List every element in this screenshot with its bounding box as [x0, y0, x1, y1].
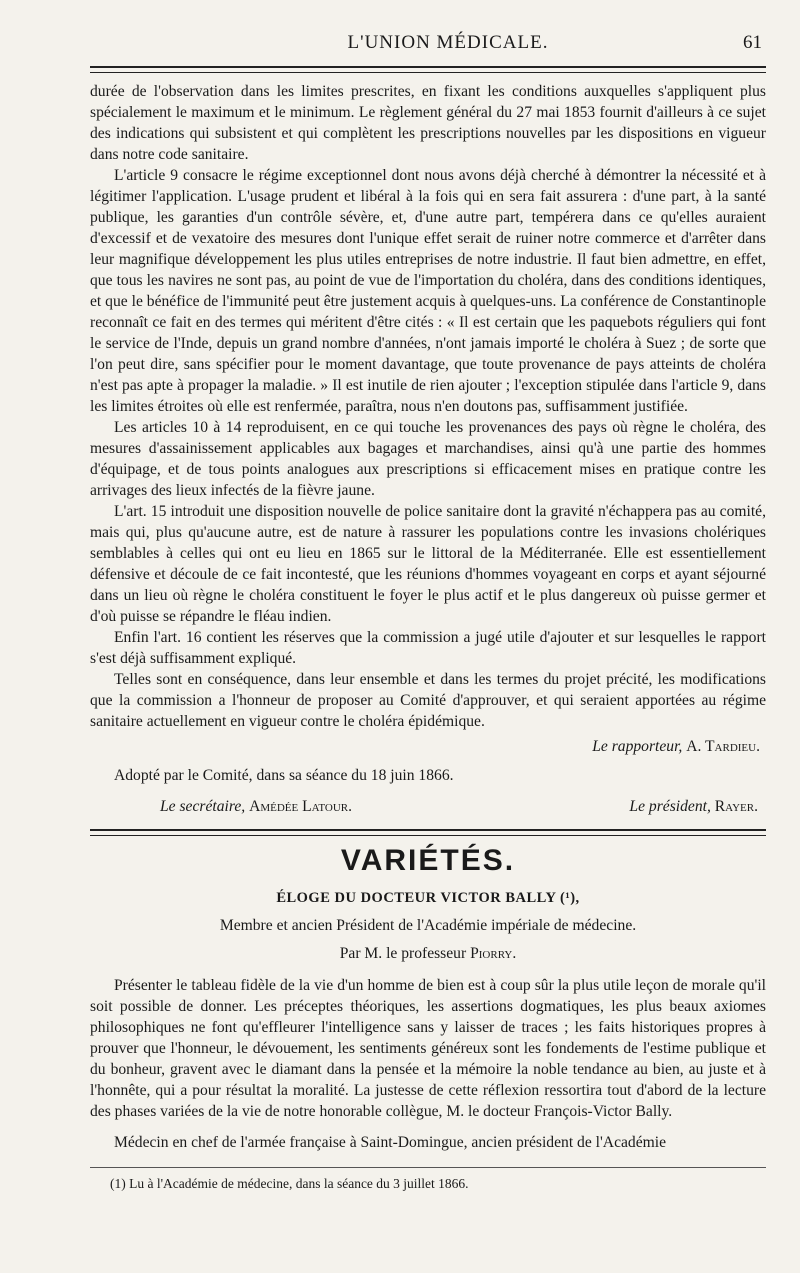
rapporteur-signature [90, 736, 766, 757]
rapporteur-name: A. Tardieu. [686, 738, 760, 755]
article-author [90, 945, 766, 963]
rapporteur-label: Le rapporteur, [592, 738, 683, 755]
footnote-rule [90, 1167, 766, 1168]
paragraph: durée de l'observation dans les limites prescrites, en fixant les conditions auxquelles s'appliquent plus spécialement le maximum et le minimum. Le règlement général du 27 mai 1853 fournit d'ailleurs à ce sujet des indications qui subsistent et qui complètent les prescriptions nouvelles par les dispositions en vigueur dans notre code sanitaire. [90, 83, 766, 163]
article-title: ÉLOGE DU DOCTEUR VICTOR BALLY (¹), [276, 890, 580, 906]
paragraph: Médecin en chef de l'armée française à Saint-Domingue, ancien président de l'Académie [114, 1134, 667, 1151]
section-title: VARIÉTÉS. [340, 844, 516, 877]
paragraph: L'art. 15 introduit une disposition nouvelle de police sanitaire dont la gravité n'échappera pas au comité, mais qui, plus qu'aucune autre, est de nature à rassurer les populations contre les invasions cholériques semblables à celles qui ont eu lieu en 1865 sur le littoral de la Méditerranée. Elle est essentiellement défensive et découle de ce fait incontesté, que les réunions d'hommes voyageant en corps et ayant séjourné dans un lieu où règne le choléra constituent le foyer le plus actif et le plus dangereux où puisse germer et d'où puisse se répandre le fléau indien. [90, 503, 766, 625]
section-rule [90, 829, 766, 836]
page-number: 61 [743, 32, 762, 53]
secretary-name: Amédée Latour. [249, 798, 353, 815]
report-body [90, 81, 766, 732]
page-header [90, 0, 766, 60]
signatures-row [90, 796, 766, 817]
president-name: Rayer. [714, 798, 758, 815]
secretary-signature [160, 796, 352, 817]
paragraph: L'article 9 consacre le régime exceptionnel dont nous avons déjà cherché à démontrer la nécessité et à légitimer l'application. L'usage prudent et libéral à la fois qui en sera fait assurera : d'une part, à la santé publique, les garanties d'un contrôle sévère, et, d'une autre part, tempérera dans ce qu'elles auraient d'excessif et de vexatoire des mesures dont l'unique effet serait de ruiner notre commerce et d'arrêter dans leur magnifique développement les plus utiles entreprises de notre industrie. Il faut bien admettre, en effet, que tous les navires ne sont pas, au point de vue de l'importation du choléra, dans des conditions identiques, et que le bénéfice de l'immunité peut être justement acquis à quelques-uns. La conférence de Constantinople reconnaît ce fait en des termes qui méritent d'être cités : « Il est certain que les paquebots réguliers qui font le service de l'Inde, depuis un grand nombre d'années, n'ont jamais importé le choléra à Suez ; de sorte que l'on peut dire, sans spécifier pour le moment davantage, que toute provenance de pays atteints de choléra n'est pas apte à propager la maladie. » Il est inutile de rien ajouter ; l'exception stipulée dans l'article 9, dans les limites étroites où elle est renfermée, paraîtra, nous n'en doutons pas, suffisamment justifiée. [90, 167, 766, 415]
article-subtitle: Membre et ancien Président de l'Académie impériale de médecine. [219, 917, 637, 934]
running-title: L'UNION MÉDICALE. [347, 32, 549, 53]
article-body [90, 975, 766, 1153]
president-label: Le président, [629, 798, 711, 815]
paragraph: Enfin l'art. 16 contient les réserves que la commission a jugé utile d'ajouter et sur lesquelles le rapport s'est déjà suffisamment expliqué. [90, 629, 766, 667]
author-prefix: Par M. le professeur [339, 945, 467, 962]
president-signature [629, 796, 758, 817]
secretary-label: Le secrétaire, [160, 798, 246, 815]
footnote: (1) Lu à l'Académie de médecine, dans la séance du 3 juillet 1866. [110, 1176, 469, 1191]
author-name: Piorry. [470, 945, 517, 962]
paragraph: Les articles 10 à 14 reproduisent, en ce qui touche les provenances des pays où règne le choléra, des mesures d'assainissement applicables aux bagages et marchandises, ainsi qu'à une partie des hommes d'équipage, et de tous points analogues aux prescriptions si efficacement mises en pratique contre les arrivages des lieux infectés de la fièvre jaune. [90, 419, 766, 499]
paragraph: Présenter le tableau fidèle de la vie d'un homme de bien est à coup sûr la plus utile leçon de morale qu'il soit possible de donner. Les préceptes théoriques, les assertions dogmatiques, les plus beaux axiomes philosophiques ne font qu'effleurer l'intelligence sans y laisser de traces ; les faits historiques propres à prouver que l'honneur, le dévouement, les sentiments généreux sont les fondements de l'estime publique et du bonheur, gravent avec le diamant dans la pensée et la mémoire la noble tendance au bien, au juste et à l'honnête, qui a pour résultat la moralité. La justesse de cette réflexion ressortira tout d'abord de la lecture des phases variées de la vie de notre honorable collègue, M. le docteur François-Victor Bally. [90, 977, 766, 1120]
paragraph: Telles sont en conséquence, dans leur ensemble et dans les termes du projet précité, les modifications que la commission a l'honneur de proposer au Comité d'approuver, et qui seraient apportées au régime sanitaire actuellement en vigueur contre le choléra épidémique. [90, 671, 766, 730]
adoption-note: Adopté par le Comité, dans sa séance du 18 juin 1866. [114, 767, 454, 784]
header-rule [90, 66, 766, 73]
